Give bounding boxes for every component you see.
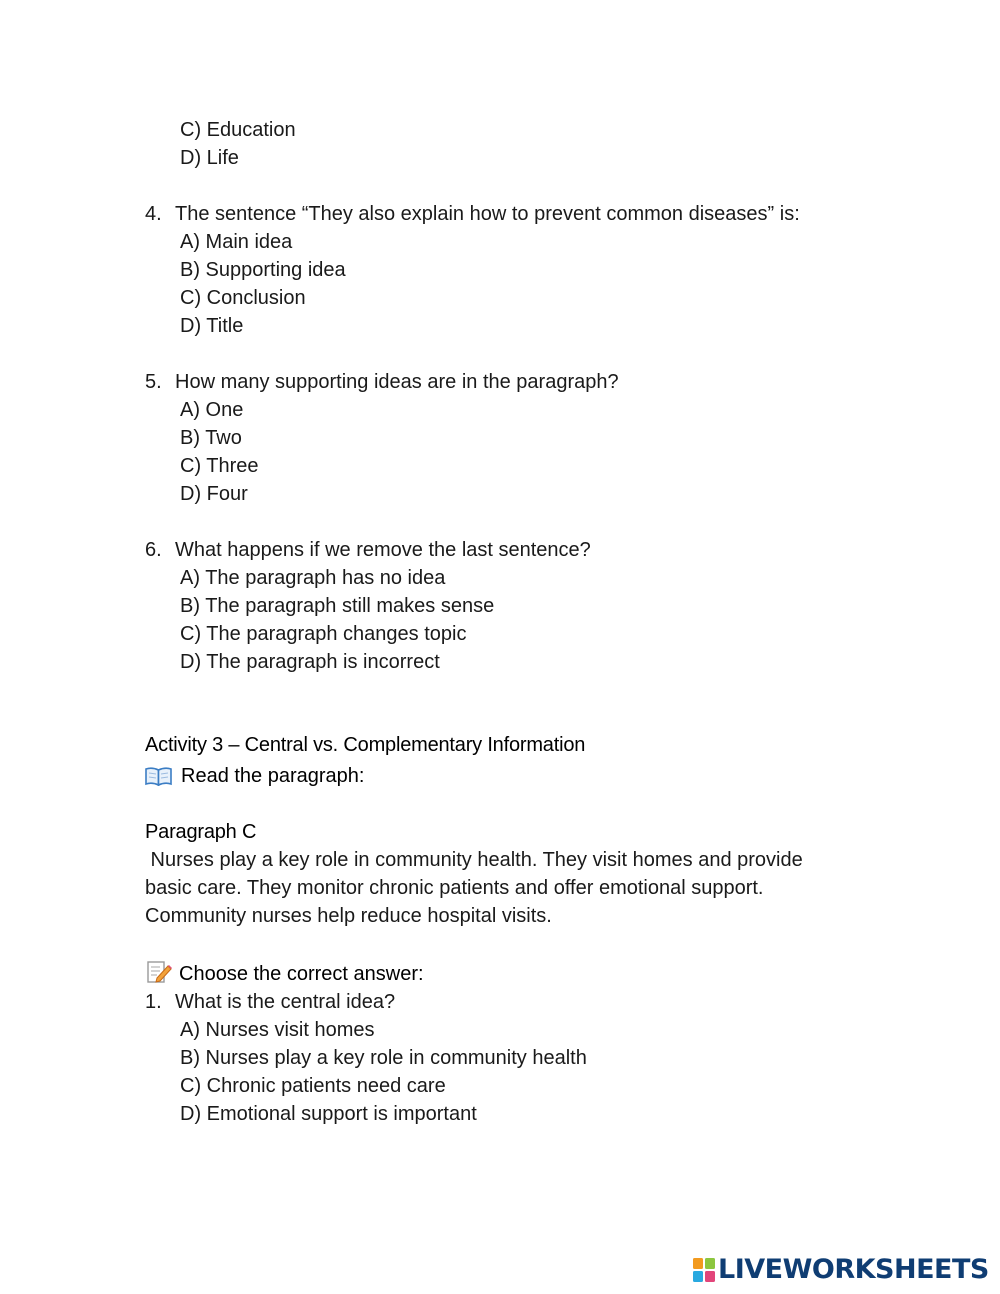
q5-option-d: D) Four [180,483,248,505]
q3-option-c: C) Education [180,119,296,141]
q6-number: 6. [145,539,162,561]
q3-option-d: D) Life [180,147,239,169]
q5-text: How many supporting ideas are in the paragraph? [175,371,619,393]
q4-option-b: B) Supporting idea [180,259,346,281]
liveworksheets-logo-text: LIVEWORKSHEETS [718,1254,989,1285]
liveworksheets-logo [692,1250,989,1290]
activity3-q1-question [145,988,395,1016]
q4-option-d: D) Title [180,315,244,337]
paragraph-line-3: Community nurses help reduce hospital visits. [145,905,552,927]
q4-text: The sentence “They also explain how to prevent common diseases” is: [175,203,800,225]
q6-option-c: C) The paragraph changes topic [180,623,467,645]
q4-option-a: A) Main idea [180,231,293,253]
activity3-q1-number: 1. [145,991,162,1013]
activity3-q1-option-a: A) Nurses visit homes [180,1019,375,1041]
read-instruction [145,762,364,794]
read-instruction-text: Read the paragraph: [181,765,365,787]
open-book-icon [145,766,172,794]
q5-option-c: C) Three [180,455,259,477]
q5-option-a: A) One [180,399,244,421]
paragraph-title: Paragraph C [145,821,257,843]
activity3-q1-option-c: C) Chronic patients need care [180,1075,446,1097]
liveworksheets-logo-icon [692,1256,716,1284]
q4-option-c: C) Conclusion [180,287,306,309]
q6-option-b: B) The paragraph still makes sense [180,595,495,617]
q5-question [145,368,619,396]
activity3-q1-option-b: B) Nurses play a key role in community health [180,1047,587,1069]
activity3-q1-option-d: D) Emotional support is important [180,1103,477,1125]
q6-option-d: D) The paragraph is incorrect [180,651,440,673]
q6-option-a: A) The paragraph has no idea [180,567,446,589]
q6-text: What happens if we remove the last sentence? [175,539,591,561]
q5-number: 5. [145,371,162,393]
activity3-title: Activity 3 – Central vs. Complementary Information [145,734,586,756]
q4-number: 4. [145,203,162,225]
q6-question [145,536,591,564]
paragraph-line-1: Nurses play a key role in community health. They visit homes and provide [145,849,803,871]
choose-instruction-text: Choose the correct answer: [179,963,424,985]
q5-option-b: B) Two [180,427,242,449]
q4-question [145,200,800,228]
paragraph-line-2: basic care. They monitor chronic patients and offer emotional support. [145,877,764,899]
activity3-q1-text: What is the central idea? [175,991,396,1013]
